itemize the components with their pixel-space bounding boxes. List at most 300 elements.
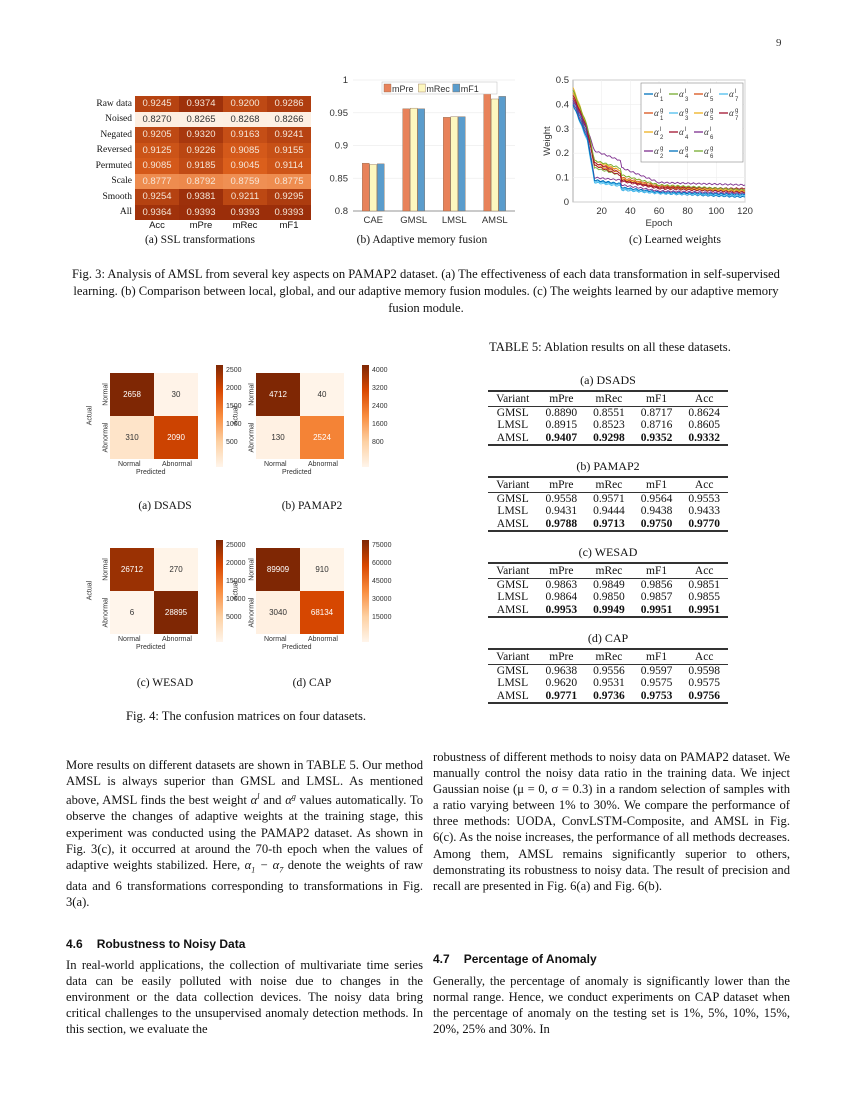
- y-axis-label: Actual: [232, 405, 240, 426]
- colorbar-tick-label: 5000: [226, 614, 242, 621]
- x-tick-label: AMSL: [481, 215, 508, 226]
- table-cell: 0.9298: [585, 432, 633, 446]
- x-tick-label: 20: [596, 206, 607, 217]
- column-header: mF1: [633, 649, 681, 664]
- fig3b-subcaption: (b) Adaptive memory fusion: [356, 234, 488, 246]
- column-header: Acc: [680, 563, 728, 578]
- ablation-table: [488, 562, 728, 618]
- heatmap-cell: 0.8792: [179, 174, 223, 190]
- heatmap-column-label: mPre: [189, 220, 213, 231]
- column-header: Variant: [488, 563, 538, 578]
- column-header: Variant: [488, 477, 538, 492]
- bar-mPre: [403, 109, 410, 211]
- x-tick-label: Abnormal: [162, 461, 192, 468]
- x-tick-label: 40: [625, 206, 636, 217]
- table-cell: 0.8915: [545, 419, 578, 431]
- heatmap-column-label: mF1: [279, 220, 299, 231]
- colorbar-tick-label: 30000: [372, 596, 392, 603]
- table-cell: 0.9620: [545, 677, 578, 689]
- column-header: mF1: [633, 563, 681, 578]
- heatmap-cell: 0.8270: [135, 112, 179, 128]
- table-cell: 0.9598: [688, 664, 720, 677]
- alpha-l-symbol: $\alpha^l$: [250, 792, 260, 808]
- column-header: mRec: [585, 649, 633, 664]
- legend-swatch: [384, 84, 391, 92]
- fig4d-subcaption: (d) CAP: [292, 677, 332, 689]
- x-tick-label: Abnormal: [308, 461, 338, 468]
- y-tick-label: Abnormal: [102, 422, 110, 452]
- x-tick-label: 120: [737, 206, 753, 217]
- legend-superscript: l: [660, 127, 662, 133]
- heatmap-cell: 0.8268: [223, 112, 267, 128]
- bar-mF1: [418, 109, 425, 211]
- heatmap-column-label: mRec: [232, 220, 258, 231]
- table5: [488, 373, 728, 717]
- column-header: mRec: [585, 477, 633, 492]
- table-row: [488, 419, 728, 432]
- table-cell: LMSL: [497, 677, 529, 689]
- alpha-range-symbol: $\alpha_1 - \alpha_7$: [244, 857, 284, 875]
- legend-label: α: [654, 108, 659, 118]
- colorbar-tick-label: 2500: [226, 367, 242, 374]
- heatmap-row: [80, 143, 311, 159]
- colorbar: [216, 540, 223, 642]
- colorbar-tick-label: 20000: [226, 560, 246, 567]
- table-cell: 0.9575: [688, 677, 720, 689]
- confusion-cell: 2658: [110, 373, 154, 416]
- legend-superscript: g: [685, 108, 689, 114]
- bar-mPre: [362, 163, 369, 211]
- heatmap-cell: 0.9155: [267, 143, 311, 159]
- legend-superscript: g: [660, 146, 664, 152]
- table-cell: 0.8716: [640, 419, 673, 431]
- table-cell: 0.9736: [585, 690, 633, 704]
- confusion-cell: 310: [110, 416, 154, 459]
- para1-text-a: More results on different datasets are shown in TABLE 5. Our method AMSL is always superior than GMSL and LMSL. As mentioned above, AMSL finds the best weight: [66, 758, 423, 808]
- heatmap-cell: 0.8265: [179, 112, 223, 128]
- confusion-cell: 910: [300, 548, 344, 591]
- fig4b-subcaption: (b) PAMAP2: [281, 500, 343, 512]
- subtable: [488, 459, 728, 532]
- heatmap-cell: 0.9085: [135, 158, 179, 174]
- fig4c-subcaption: (c) WESAD: [136, 677, 194, 689]
- colorbar: [362, 540, 369, 642]
- table-cell: 0.9849: [593, 578, 625, 591]
- y-tick-label: Abnormal: [248, 422, 256, 452]
- bar-mF1: [377, 164, 384, 211]
- table-row: [488, 604, 728, 618]
- table-cell: 0.9856: [640, 578, 673, 591]
- legend-superscript: l: [685, 127, 687, 133]
- subtable-title: (c) WESAD: [578, 545, 638, 559]
- heatmap-row-label: Permuted: [95, 160, 132, 171]
- x-axis-label: Predicted: [136, 469, 166, 476]
- heatmap-cell: 0.9320: [179, 127, 223, 143]
- x-tick-label: 100: [708, 206, 725, 217]
- subtable: [488, 545, 728, 618]
- bar-mPre: [484, 94, 491, 211]
- colorbar-tick-label: 1000: [226, 421, 242, 428]
- subtable-title: (a) DSADS: [580, 373, 636, 387]
- confusion-cell: 68134: [300, 591, 344, 634]
- heatmap-cell: 0.9381: [179, 189, 223, 205]
- table-cell: 0.9857: [640, 591, 673, 603]
- heatmap-cell: 0.8759: [223, 174, 267, 190]
- heatmap-row-label: Negated: [100, 129, 132, 140]
- table-cell: 0.9332: [680, 432, 728, 446]
- legend-swatch: [453, 84, 460, 92]
- heatmap-cell: 0.9295: [267, 189, 311, 205]
- heatmap-row-label: Reversed: [96, 145, 132, 156]
- ssl-transformations-heatmap: [80, 96, 311, 231]
- heatmap-cell: 0.8775: [267, 174, 311, 190]
- y-tick-label: Normal: [102, 382, 110, 406]
- table-cell: 0.9352: [633, 432, 681, 446]
- y-axis-label: Weight: [542, 126, 553, 156]
- table-cell: 0.9863: [545, 578, 578, 591]
- table-cell: GMSL: [496, 578, 529, 591]
- table-cell: 0.9575: [640, 677, 673, 689]
- heatmap-row-label: Raw data: [96, 98, 132, 109]
- section-4-7-heading: [433, 952, 597, 966]
- heatmap-cell: 0.9245: [135, 96, 179, 112]
- table-row: [488, 664, 728, 677]
- bar-mRec: [491, 99, 498, 211]
- colorbar-tick-label: 75000: [372, 542, 392, 549]
- column-header: Variant: [488, 649, 538, 664]
- ablation-table: [488, 390, 728, 446]
- y-tick-label: Abnormal: [102, 597, 110, 627]
- table-row: [488, 677, 728, 690]
- legend-subscript: 1: [660, 116, 664, 122]
- legend-label: α: [729, 108, 734, 118]
- bar-mPre: [443, 117, 450, 211]
- legend-superscript: l: [685, 89, 687, 95]
- x-axis-label: Predicted: [282, 644, 312, 651]
- table-cell: 0.8624: [688, 406, 720, 419]
- heatmap-cell: 0.9286: [267, 96, 311, 112]
- legend-label: α: [679, 89, 684, 99]
- legend-subscript: 4: [685, 154, 689, 160]
- heatmap-column-label: Acc: [149, 220, 165, 231]
- column-header: mPre: [538, 649, 586, 664]
- table-cell: AMSL: [488, 690, 538, 704]
- paragraph-percentage-anomaly: Generally, the percentage of anomaly is significantly lower than the normal range. Hence, we conduct experiments on CAP dataset when the percentage of anomaly on the testing set is 1%, 5%, 10%, 15%, 20%, 25% and 30%. In: [433, 974, 790, 1037]
- heatmap-row-label: Scale: [111, 176, 132, 187]
- chart-legend: [641, 83, 743, 162]
- table-cell: 0.9444: [593, 505, 625, 517]
- legend-subscript: 1: [660, 97, 664, 103]
- bar-mRec: [410, 108, 417, 211]
- y-axis-label: Actual: [86, 580, 94, 601]
- para1-text-b: and: [259, 793, 286, 808]
- table-row: [488, 492, 728, 505]
- bar-mF1: [458, 117, 465, 211]
- y-tick-label: Abnormal: [248, 597, 256, 627]
- x-tick-label: Abnormal: [308, 636, 338, 643]
- legend-subscript: 7: [735, 116, 739, 122]
- table-cell: 0.9864: [545, 591, 578, 603]
- table-cell: 0.9438: [640, 505, 673, 517]
- heatmap-cell: 0.9125: [135, 143, 179, 159]
- column-header: mF1: [633, 477, 681, 492]
- colorbar-tick-label: 800: [372, 439, 384, 446]
- legend-label: α: [679, 146, 684, 156]
- x-axis-label: Predicted: [136, 644, 166, 651]
- x-tick-label: LMSL: [441, 215, 467, 226]
- colorbar-tick-label: 15000: [226, 578, 246, 585]
- legend-subscript: 5: [710, 116, 714, 122]
- x-axis-label: Epoch: [645, 218, 673, 229]
- column-header: Variant: [488, 391, 538, 406]
- section-title: Percentage of Anomaly: [463, 952, 597, 966]
- fig3c-subcaption: (c) Learned weights: [629, 234, 721, 246]
- column-header: Acc: [680, 477, 728, 492]
- colorbar: [216, 365, 223, 467]
- column-header: mPre: [538, 391, 586, 406]
- legend-label: mF1: [460, 84, 479, 94]
- legend-label: α: [679, 127, 684, 137]
- table-cell: 0.9407: [538, 432, 586, 446]
- heatmap-cell: 0.9085: [223, 143, 267, 159]
- y-tick-label: 0: [563, 197, 569, 208]
- table-row: [488, 578, 728, 591]
- section-4-6-heading: [66, 937, 245, 951]
- legend-label: α: [654, 146, 659, 156]
- legend-subscript: 3: [685, 97, 689, 103]
- colorbar-tick-label: 1600: [372, 421, 388, 428]
- section-number: 4.7: [433, 952, 450, 966]
- column-header: Acc: [680, 391, 728, 406]
- y-tick-label: 0.2: [555, 148, 569, 160]
- table-cell: 0.9850: [593, 591, 625, 603]
- legend-label: mRec: [426, 84, 450, 94]
- colorbar-tick-label: 2000: [226, 385, 242, 392]
- confusion-cell: 4712: [256, 373, 300, 416]
- table-cell: GMSL: [496, 492, 529, 505]
- table-cell: 0.9597: [640, 664, 673, 677]
- table-cell: LMSL: [497, 419, 529, 431]
- legend-label: α: [704, 146, 709, 156]
- colorbar-tick-label: 4000: [372, 367, 388, 374]
- table-cell: 0.8605: [688, 419, 720, 431]
- table-cell: LMSL: [497, 591, 529, 603]
- paragraph-noisy-data-intro: In real-world applications, the collection of multivariate time series data can be easily polluted with noise due to changes in the environment or the data collection devices. The noisy data bring critical challenges to the unsupervised anomaly detection methods. In this section, we evaluate the: [66, 958, 423, 1037]
- heatmap-cell: 0.8777: [135, 174, 179, 190]
- confusion-cell: 30: [154, 373, 198, 416]
- y-tick-label: 0.8: [334, 206, 348, 217]
- heatmap-cell: 0.9393: [267, 205, 311, 221]
- column-header: mPre: [538, 477, 586, 492]
- subtable: [488, 373, 728, 446]
- table-cell: 0.9770: [680, 518, 728, 532]
- legend-superscript: g: [710, 146, 714, 152]
- y-tick-label: 0.95: [329, 107, 348, 119]
- legend-superscript: g: [660, 108, 664, 114]
- heatmap-cell: 0.9163: [223, 127, 267, 143]
- confusion-cell: 2090: [154, 416, 198, 459]
- colorbar: [362, 365, 369, 467]
- heatmap-row: [80, 205, 311, 221]
- legend-label: α: [704, 108, 709, 118]
- colorbar-tick-label: 25000: [226, 542, 246, 549]
- y-tick-label: 0.3: [555, 123, 569, 135]
- table-cell: GMSL: [496, 406, 529, 419]
- heatmap-row: [80, 174, 311, 190]
- table-cell: 0.9433: [688, 505, 720, 517]
- confusion-cell: 40: [300, 373, 344, 416]
- table-cell: 0.9855: [688, 591, 720, 603]
- x-tick-label: Normal: [264, 461, 287, 468]
- y-tick-label: Normal: [248, 557, 256, 581]
- heatmap-cell: 0.9254: [135, 189, 179, 205]
- x-tick-label: 80: [682, 206, 693, 217]
- confusion-cell: 26712: [110, 548, 154, 591]
- table-cell: 0.9788: [538, 518, 586, 532]
- learned-weights-line-chart: [530, 70, 760, 232]
- legend-label: mPre: [392, 84, 414, 94]
- column-header: mRec: [585, 563, 633, 578]
- y-tick-label: 0.1: [555, 172, 569, 184]
- y-tick-label: Normal: [248, 382, 256, 406]
- table-cell: AMSL: [488, 604, 538, 618]
- column-header: Acc: [680, 649, 728, 664]
- heatmap-cell: 0.9205: [135, 127, 179, 143]
- table-cell: 0.9638: [545, 664, 578, 677]
- table-cell: 0.9771: [538, 690, 586, 704]
- colorbar-tick-label: 2400: [372, 403, 388, 410]
- table-cell: 0.9531: [593, 677, 625, 689]
- legend-label: α: [704, 89, 709, 99]
- fig4a-subcaption: (a) DSADS: [138, 500, 192, 512]
- y-axis-label: Actual: [86, 405, 94, 426]
- y-tick-label: 0.4: [555, 99, 569, 111]
- heatmap-cell: 0.9393: [223, 205, 267, 221]
- ablation-table: [488, 476, 728, 532]
- colorbar-tick-label: 10000: [226, 596, 246, 603]
- heatmap-cell: 0.9200: [223, 96, 267, 112]
- table-cell: 0.9431: [545, 505, 578, 517]
- legend-label: α: [654, 127, 659, 137]
- table-cell: 0.9571: [593, 492, 625, 505]
- heatmap-cell: 0.9241: [267, 127, 311, 143]
- adaptive-memory-fusion-bar-chart: [310, 70, 525, 230]
- table5-title: TABLE 5: Ablation results on all these datasets.: [489, 340, 731, 354]
- confusion-matrix-wesad: [86, 540, 246, 660]
- confusion-cell: 2524: [300, 416, 344, 459]
- table-cell: 0.9953: [538, 604, 586, 618]
- colorbar-tick-label: 45000: [372, 578, 392, 585]
- legend-label: α: [679, 108, 684, 118]
- subtable-title: (b) PAMAP2: [576, 459, 640, 473]
- table-cell: 0.9558: [545, 492, 578, 505]
- table-cell: 0.9951: [680, 604, 728, 618]
- legend-superscript: l: [710, 89, 712, 95]
- para1-text-d: denote the weights of raw data and 6 transformations corresponding to transformations in Fig. 3(a).: [66, 857, 423, 910]
- heatmap-cell: 0.8266: [267, 112, 311, 128]
- table-cell: 0.8523: [593, 419, 625, 431]
- section-title: Robustness to Noisy Data: [96, 937, 246, 951]
- legend-superscript: g: [735, 108, 739, 114]
- subtable: [488, 631, 728, 704]
- table-cell: 0.9951: [633, 604, 681, 618]
- confusion-cell: 270: [154, 548, 198, 591]
- chart-legend: [382, 82, 497, 94]
- colorbar-tick-label: 60000: [372, 560, 392, 567]
- table-cell: 0.9750: [633, 518, 681, 532]
- table-row: [488, 432, 728, 446]
- table-cell: AMSL: [488, 518, 538, 532]
- heatmap-row: [80, 158, 311, 174]
- legend-swatch: [418, 84, 425, 92]
- x-tick-label: GMSL: [400, 215, 428, 226]
- legend-subscript: 4: [685, 135, 689, 141]
- heatmap-cell: 0.9045: [223, 158, 267, 174]
- y-tick-label: Normal: [102, 557, 110, 581]
- y-tick-label: 0.5: [555, 75, 569, 86]
- table-cell: 0.9556: [593, 664, 625, 677]
- legend-subscript: 2: [660, 135, 664, 141]
- table-cell: 0.8890: [545, 406, 578, 419]
- x-axis-label: Predicted: [282, 469, 312, 476]
- table-cell: 0.9753: [633, 690, 681, 704]
- confusion-cell: 130: [256, 416, 300, 459]
- legend-subscript: 6: [710, 135, 714, 141]
- colorbar-tick-label: 1500: [226, 403, 242, 410]
- table-cell: AMSL: [488, 432, 538, 446]
- paragraph-robustness: robustness of different methods to noisy data on PAMAP2 dataset. We manually control the noisy data ratio in the training data. We inject Gaussian noise (μ = 0, σ = 0.3) in a random selection of samples with a ratio varying between 1% to 30%. We compare the performance of three methods: UODA, ConvLSTM-Composite, and AMSL in Fig. 6(c). As the noise increases, the performance of all methods decreases. Among them, AMSL remains significantly superior to others, demonstrating its robustness to noisy data. The result of precision and recall are presented in Fig. 6(a) and Fig. 6(b).: [433, 750, 790, 893]
- colorbar-tick-label: 15000: [372, 614, 392, 621]
- confusion-matrix-dsads: [86, 365, 242, 485]
- legend-label: α: [704, 127, 709, 137]
- y-tick-label: 0.9: [334, 140, 348, 152]
- fig4-caption: Fig. 4: The confusion matrices on four datasets.: [125, 709, 367, 723]
- y-tick-label: 0.85: [329, 173, 348, 185]
- table-row: [488, 690, 728, 704]
- legend-superscript: l: [710, 127, 712, 133]
- section-number: 4.6: [66, 937, 83, 951]
- colorbar-tick-label: 3200: [372, 385, 388, 392]
- column-header: mF1: [633, 391, 681, 406]
- heatmap-cell: 0.9226: [179, 143, 223, 159]
- legend-superscript: l: [735, 89, 737, 95]
- paragraph-more-results: [66, 757, 423, 911]
- x-tick-label: Normal: [118, 461, 141, 468]
- colorbar-tick-label: 500: [226, 439, 238, 446]
- table-cell: GMSL: [496, 664, 529, 677]
- table-cell: 0.9553: [688, 492, 720, 505]
- legend-superscript: g: [710, 108, 714, 114]
- legend-subscript: 2: [660, 154, 664, 160]
- subtable-title: (d) CAP: [587, 631, 629, 645]
- page-number: 9: [776, 37, 782, 49]
- bar-mRec: [451, 117, 458, 211]
- heatmap-cell: 0.9393: [179, 205, 223, 221]
- table-cell: 0.9756: [680, 690, 728, 704]
- table-row: [488, 518, 728, 532]
- table-cell: 0.8717: [640, 406, 673, 419]
- table-cell: 0.9713: [585, 518, 633, 532]
- table-row: [488, 406, 728, 419]
- table-cell: 0.9851: [688, 578, 720, 591]
- x-tick-label: CAE: [363, 215, 384, 226]
- legend-label: α: [729, 89, 734, 99]
- x-tick-label: Abnormal: [162, 636, 192, 643]
- legend-superscript: g: [685, 146, 689, 152]
- table-row: [488, 591, 728, 604]
- x-tick-label: 60: [653, 206, 665, 217]
- legend-superscript: l: [660, 89, 662, 95]
